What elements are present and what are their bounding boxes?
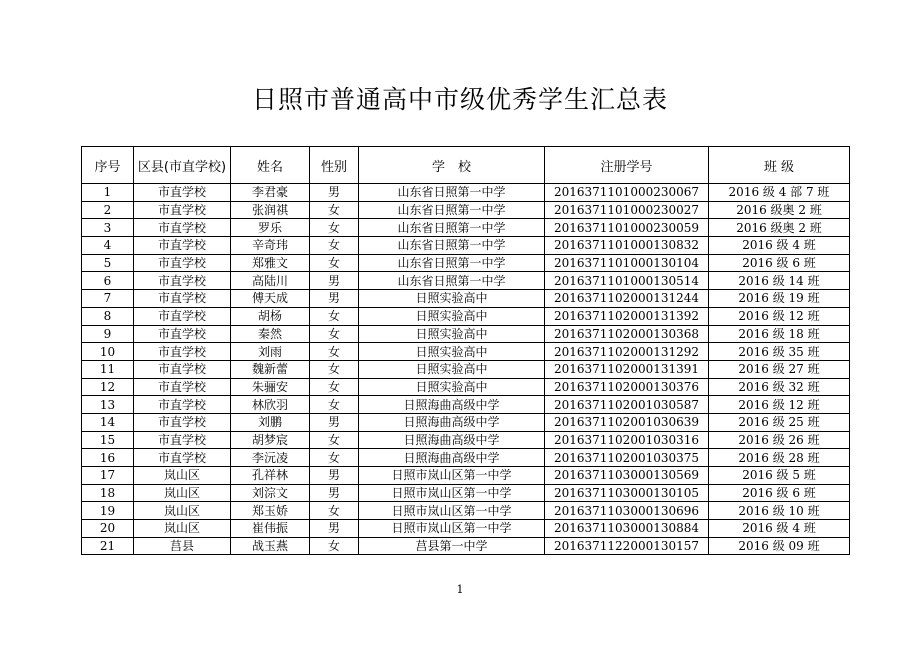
cell-name: 罗乐 xyxy=(231,219,310,237)
cell-school: 日照市岚山区第一中学 xyxy=(359,484,545,502)
table-row xyxy=(82,484,850,502)
cell-name: 张润祺 xyxy=(231,201,310,219)
table-row xyxy=(82,378,850,396)
cell-gender: 女 xyxy=(310,396,359,414)
cell-index: 15 xyxy=(82,431,134,449)
cell-gender: 女 xyxy=(310,502,359,520)
cell-index: 18 xyxy=(82,484,134,502)
cell-student-id: 2016371103000130696 xyxy=(545,502,709,520)
cell-student-id: 2016371102000131292 xyxy=(545,343,709,361)
cell-class: 2016 级 6 班 xyxy=(709,254,850,272)
cell-school: 山东省日照第一中学 xyxy=(359,201,545,219)
cell-district: 市直学校 xyxy=(134,413,231,431)
cell-district: 市直学校 xyxy=(134,184,231,202)
cell-student-id: 2016371103000130884 xyxy=(545,520,709,538)
cell-gender: 男 xyxy=(310,184,359,202)
cell-index: 19 xyxy=(82,502,134,520)
cell-student-id: 2016371103000130569 xyxy=(545,467,709,485)
cell-student-id: 2016371102001030375 xyxy=(545,449,709,467)
cell-district: 市直学校 xyxy=(134,254,231,272)
cell-school: 山东省日照第一中学 xyxy=(359,272,545,290)
cell-gender: 女 xyxy=(310,343,359,361)
cell-class: 2016 级 25 班 xyxy=(709,413,850,431)
cell-gender: 男 xyxy=(310,413,359,431)
cell-gender: 男 xyxy=(310,272,359,290)
cell-district: 市直学校 xyxy=(134,219,231,237)
cell-class: 2016 级奥 2 班 xyxy=(709,201,850,219)
cell-student-id: 2016371101000230067 xyxy=(545,184,709,202)
cell-district: 莒县 xyxy=(134,537,231,555)
cell-name: 朱骊安 xyxy=(231,378,310,396)
cell-school: 日照海曲高级中学 xyxy=(359,449,545,467)
table-row xyxy=(82,219,850,237)
cell-student-id: 2016371102001030316 xyxy=(545,431,709,449)
cell-index: 1 xyxy=(82,184,134,202)
cell-district: 市直学校 xyxy=(134,449,231,467)
cell-class: 2016 级 09 班 xyxy=(709,537,850,555)
cell-gender: 女 xyxy=(310,378,359,396)
table-row xyxy=(82,537,850,555)
page-number: 1 xyxy=(456,583,464,596)
table-row xyxy=(82,449,850,467)
cell-gender: 男 xyxy=(310,520,359,538)
cell-name: 战玉燕 xyxy=(231,537,310,555)
cell-student-id: 2016371101000230027 xyxy=(545,201,709,219)
cell-student-id: 2016371102000131244 xyxy=(545,290,709,308)
cell-student-id: 2016371102000131391 xyxy=(545,360,709,378)
cell-school: 日照实验高中 xyxy=(359,290,545,308)
cell-school: 日照实验高中 xyxy=(359,378,545,396)
cell-name: 李君豪 xyxy=(231,184,310,202)
cell-gender: 女 xyxy=(310,431,359,449)
cell-class: 2016 级 26 班 xyxy=(709,431,850,449)
cell-index: 7 xyxy=(82,290,134,308)
cell-school: 日照实验高中 xyxy=(359,343,545,361)
cell-index: 4 xyxy=(82,237,134,255)
table-row xyxy=(82,237,850,255)
cell-school: 山东省日照第一中学 xyxy=(359,219,545,237)
cell-index: 9 xyxy=(82,325,134,343)
cell-name: 林欣羽 xyxy=(231,396,310,414)
cell-name: 刘鹏 xyxy=(231,413,310,431)
table-body xyxy=(82,184,850,555)
cell-school: 日照实验高中 xyxy=(359,307,545,325)
cell-student-id: 2016371102000130376 xyxy=(545,378,709,396)
cell-index: 5 xyxy=(82,254,134,272)
cell-name: 胡杨 xyxy=(231,307,310,325)
cell-student-id: 2016371102001030587 xyxy=(545,396,709,414)
cell-gender: 男 xyxy=(310,290,359,308)
cell-school: 日照市岚山区第一中学 xyxy=(359,520,545,538)
cell-district: 市直学校 xyxy=(134,396,231,414)
table-row xyxy=(82,307,850,325)
cell-name: 刘淙文 xyxy=(231,484,310,502)
cell-school: 日照市岚山区第一中学 xyxy=(359,502,545,520)
cell-class: 2016 级 10 班 xyxy=(709,502,850,520)
cell-class: 2016 级 12 班 xyxy=(709,396,850,414)
cell-gender: 女 xyxy=(310,307,359,325)
header-class: 班 级 xyxy=(709,147,850,184)
cell-index: 6 xyxy=(82,272,134,290)
cell-class: 2016 级 6 班 xyxy=(709,484,850,502)
cell-student-id: 2016371102000131392 xyxy=(545,307,709,325)
cell-school: 日照实验高中 xyxy=(359,360,545,378)
cell-name: 刘雨 xyxy=(231,343,310,361)
cell-gender: 女 xyxy=(310,360,359,378)
cell-school: 日照海曲高级中学 xyxy=(359,396,545,414)
cell-gender: 女 xyxy=(310,449,359,467)
header-district: 区县(市直学校) xyxy=(134,147,231,184)
table-row xyxy=(82,184,850,202)
cell-school: 日照海曲高级中学 xyxy=(359,431,545,449)
cell-index: 8 xyxy=(82,307,134,325)
cell-index: 10 xyxy=(82,343,134,361)
cell-index: 14 xyxy=(82,413,134,431)
cell-student-id: 2016371103000130105 xyxy=(545,484,709,502)
cell-gender: 女 xyxy=(310,537,359,555)
cell-district: 岚山区 xyxy=(134,502,231,520)
cell-index: 3 xyxy=(82,219,134,237)
table-row xyxy=(82,431,850,449)
cell-student-id: 2016371101000130104 xyxy=(545,254,709,272)
cell-class: 2016 级 12 班 xyxy=(709,307,850,325)
cell-index: 21 xyxy=(82,537,134,555)
cell-student-id: 2016371122000130157 xyxy=(545,537,709,555)
cell-class: 2016 级 32 班 xyxy=(709,378,850,396)
cell-name: 孔祥林 xyxy=(231,467,310,485)
cell-district: 岚山区 xyxy=(134,520,231,538)
cell-school: 日照实验高中 xyxy=(359,325,545,343)
cell-class: 2016 级 19 班 xyxy=(709,290,850,308)
cell-name: 胡梦宸 xyxy=(231,431,310,449)
cell-index: 20 xyxy=(82,520,134,538)
cell-class: 2016 级 4 部 7 班 xyxy=(709,184,850,202)
cell-gender: 女 xyxy=(310,219,359,237)
cell-gender: 女 xyxy=(310,201,359,219)
cell-class: 2016 级 27 班 xyxy=(709,360,850,378)
cell-district: 市直学校 xyxy=(134,237,231,255)
cell-student-id: 2016371101000230059 xyxy=(545,219,709,237)
cell-name: 郑雅文 xyxy=(231,254,310,272)
cell-name: 魏新蕾 xyxy=(231,360,310,378)
table-row xyxy=(82,360,850,378)
table-row xyxy=(82,254,850,272)
cell-district: 岚山区 xyxy=(134,467,231,485)
header-name: 姓名 xyxy=(231,147,310,184)
header-index: 序号 xyxy=(82,147,134,184)
cell-index: 12 xyxy=(82,378,134,396)
cell-class: 2016 级 4 班 xyxy=(709,520,850,538)
cell-gender: 女 xyxy=(310,254,359,272)
cell-name: 崔伟振 xyxy=(231,520,310,538)
cell-index: 2 xyxy=(82,201,134,219)
header-gender: 性别 xyxy=(310,147,359,184)
cell-district: 市直学校 xyxy=(134,343,231,361)
cell-gender: 男 xyxy=(310,467,359,485)
cell-district: 市直学校 xyxy=(134,201,231,219)
cell-index: 17 xyxy=(82,467,134,485)
cell-school: 山东省日照第一中学 xyxy=(359,237,545,255)
table-row xyxy=(82,325,850,343)
table-row xyxy=(82,201,850,219)
table-row xyxy=(82,413,850,431)
cell-class: 2016 级 28 班 xyxy=(709,449,850,467)
cell-district: 市直学校 xyxy=(134,325,231,343)
cell-student-id: 2016371102000130368 xyxy=(545,325,709,343)
header-student-id: 注册学号 xyxy=(545,147,709,184)
cell-class: 2016 级 35 班 xyxy=(709,343,850,361)
cell-name: 李沅凌 xyxy=(231,449,310,467)
student-table xyxy=(81,146,850,555)
table-row xyxy=(82,520,850,538)
cell-index: 11 xyxy=(82,360,134,378)
cell-name: 傅天成 xyxy=(231,290,310,308)
cell-school: 日照市岚山区第一中学 xyxy=(359,467,545,485)
table-header-row xyxy=(82,147,850,184)
cell-class: 2016 级奥 2 班 xyxy=(709,219,850,237)
cell-class: 2016 级 5 班 xyxy=(709,467,850,485)
cell-school: 山东省日照第一中学 xyxy=(359,254,545,272)
cell-gender: 女 xyxy=(310,325,359,343)
table-row xyxy=(82,396,850,414)
cell-student-id: 2016371102001030639 xyxy=(545,413,709,431)
cell-class: 2016 级 4 班 xyxy=(709,237,850,255)
table-row xyxy=(82,343,850,361)
cell-name: 辛奇玮 xyxy=(231,237,310,255)
cell-class: 2016 级 18 班 xyxy=(709,325,850,343)
cell-district: 市直学校 xyxy=(134,431,231,449)
cell-student-id: 2016371101000130514 xyxy=(545,272,709,290)
cell-gender: 男 xyxy=(310,484,359,502)
cell-name: 秦然 xyxy=(231,325,310,343)
cell-district: 市直学校 xyxy=(134,272,231,290)
cell-district: 市直学校 xyxy=(134,378,231,396)
table-row xyxy=(82,290,850,308)
table-row xyxy=(82,467,850,485)
cell-name: 郑玉娇 xyxy=(231,502,310,520)
cell-school: 日照海曲高级中学 xyxy=(359,413,545,431)
cell-student-id: 2016371101000130832 xyxy=(545,237,709,255)
cell-gender: 女 xyxy=(310,237,359,255)
cell-district: 市直学校 xyxy=(134,290,231,308)
cell-school: 莒县第一中学 xyxy=(359,537,545,555)
cell-index: 16 xyxy=(82,449,134,467)
cell-district: 市直学校 xyxy=(134,360,231,378)
cell-school: 山东省日照第一中学 xyxy=(359,184,545,202)
table-row xyxy=(82,272,850,290)
cell-class: 2016 级 14 班 xyxy=(709,272,850,290)
cell-name: 高陆川 xyxy=(231,272,310,290)
cell-district: 岚山区 xyxy=(134,484,231,502)
header-school: 学 校 xyxy=(359,147,545,184)
page-title: 日照市普通高中市级优秀学生汇总表 xyxy=(251,85,668,114)
cell-district: 市直学校 xyxy=(134,307,231,325)
cell-index: 13 xyxy=(82,396,134,414)
table-row xyxy=(82,502,850,520)
